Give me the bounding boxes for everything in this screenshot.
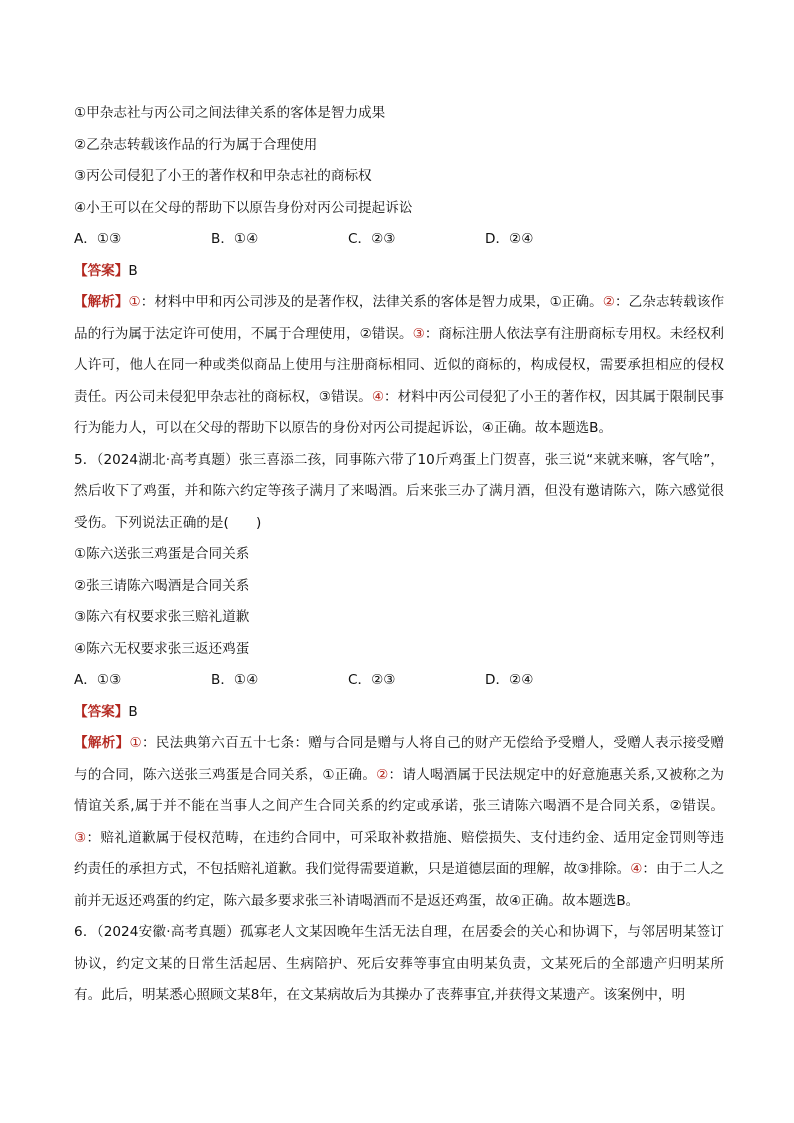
q5-analysis-marker-4: ④ bbox=[630, 861, 643, 877]
q5-option-d: D．②④ bbox=[485, 672, 534, 688]
q4-item-2: ②乙杂志转载该作品的行为属于合理使用 bbox=[74, 136, 318, 153]
q4-analysis-text-1: ：材料中甲和丙公司涉及的是著作权，法律关系的客体是智力成果，①正确。 bbox=[140, 294, 603, 310]
q4-option-d: D．②④ bbox=[485, 231, 534, 247]
q4-analysis-text-4: ：材料中丙公司侵犯了小王的著作权，因其属于限制民事行为能力人，可以在父母的帮助下以原告的身份对丙公司提起诉讼，④正确。故本题选B。 bbox=[74, 388, 725, 436]
q4-option-b: B．①④ bbox=[211, 231, 259, 247]
document-page bbox=[74, 98, 724, 1012]
q4-analysis-marker-2: ② bbox=[602, 294, 616, 310]
q5-analysis-text-2: ：请人喝酒属于民法规定中的好意施惠关系,又被称之为情谊关系,属于并不能在当事人之间产生合同关系的约定或承诺，张三请陈六喝酒不是合同关系，②错误。 bbox=[74, 766, 724, 814]
q4-item-1: ①甲杂志社与丙公司之间法律关系的客体是智力成果 bbox=[74, 105, 386, 121]
q4-answer-value: B bbox=[128, 262, 138, 279]
q4-analysis bbox=[74, 287, 724, 445]
q5-item-2: ②张三请陈六喝酒是合同关系 bbox=[74, 577, 250, 594]
q5-options bbox=[74, 665, 724, 697]
q4-answer bbox=[74, 256, 724, 288]
q4-answer-label: 【答案】 bbox=[74, 262, 129, 279]
q4-analysis-marker-1: ① bbox=[128, 294, 141, 310]
q5-analysis-text-1: ：民法典第六百五十七条：赠与合同是赠与人将自己的财产无偿给予受赠人，受赠人表示接受赠与的合同，陈六送张三鸡蛋是合同关系，①正确。 bbox=[74, 735, 725, 783]
q5-stem: 5．（2024湖北·高考真题）张三喜添二孩，同事陈六带了10斤鸡蛋上门贺喜，张三说“来就来嘛，客气啥”，然后收下了鸡蛋，并和陈六约定等孩子满月了来喝酒。后来张三办了满月酒，但没有邀请陈六，陈六感觉很受伤。下列说法正确的是( ) bbox=[74, 451, 724, 531]
q4-item-3: ③丙公司侵犯了小王的著作权和甲杂志社的商标权 bbox=[74, 168, 372, 184]
q4-option-c: C．②③ bbox=[348, 231, 396, 247]
q5-analysis-text-4: ：由于二人之前并无返还鸡蛋的约定，陈六最多要求张三补请喝酒而不是返还鸡蛋，故④正确。故本题选B。 bbox=[74, 861, 725, 909]
q5-answer-value: B bbox=[128, 703, 138, 720]
q5-item-4: ④陈六无权要求张三返还鸡蛋 bbox=[74, 640, 250, 657]
q4-analysis-marker-4: ④ bbox=[371, 388, 385, 405]
q5-analysis-marker-3: ③ bbox=[74, 829, 87, 846]
q5-answer bbox=[74, 697, 724, 729]
q5-item-3: ③陈六有权要求张三赔礼道歉 bbox=[74, 609, 250, 625]
q5-analysis-marker-1: ① bbox=[129, 735, 142, 751]
q5-option-c: C．②③ bbox=[348, 672, 396, 688]
q5-analysis-text-3: ：赔礼道歉属于侵权范畴，在违约合同中，可采取补救措施、赔偿损失、支付违约金、适用定金罚则等违约责任的承担方式，不包括赔礼道歉。我们觉得需要道歉，只是道德层面的理解，故③排除。 bbox=[74, 829, 725, 877]
q4-item-4: ④小王可以在父母的帮助下以原告身份对丙公司提起诉讼 bbox=[74, 199, 413, 216]
q5-answer-label: 【答案】 bbox=[74, 703, 129, 720]
q5-option-b: B．①④ bbox=[211, 672, 259, 688]
q6-stem: 6．（2024安徽·高考真题）孤寡老人文某因晚年生活无法自理，在居委会的关心和协调下，与邻居明某签订协议，约定文某的日常生活起居、生病陪护、死后安葬等事宜由明某负责，文某死后的全部遗产归明某所有。此后，明某悉心照顾文某8年，在文某病故后为其操办了丧葬事宜,并获得文某遗产。该案例中，明 bbox=[74, 924, 724, 1003]
q4-option-a: A．①③ bbox=[74, 231, 122, 247]
q4-analysis-label: 【解析】 bbox=[74, 294, 129, 310]
q5-analysis-marker-2: ② bbox=[376, 766, 389, 783]
q5-item-1: ①陈六送张三鸡蛋是合同关系 bbox=[74, 546, 250, 562]
q5-analysis-label: 【解析】 bbox=[74, 735, 130, 751]
q4-options bbox=[74, 224, 724, 256]
q4-analysis-text-3: ：商标注册人依法享有注册商标专用权。未经权利人许可，他人在同一种或类似商品上使用与注册商标相同、近似的商标的，构成侵权，需要承担相应的侵权责任。丙公司未侵犯甲杂志社的商标权，③错误。 bbox=[74, 325, 725, 405]
q5-analysis bbox=[74, 728, 724, 917]
q5-option-a: A．①③ bbox=[74, 672, 122, 688]
q4-analysis-text-2: ：乙杂志转载该作品的行为属于法定许可使用，不属于合理使用，②错误。 bbox=[74, 294, 725, 342]
q4-analysis-marker-3: ③ bbox=[412, 325, 425, 342]
